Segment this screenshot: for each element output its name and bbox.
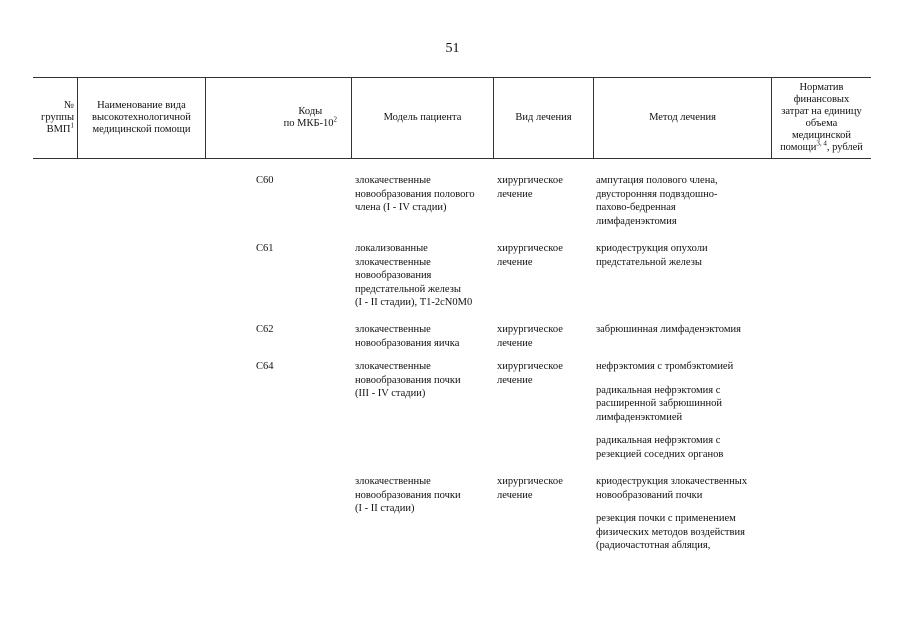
treatment-type	[497, 360, 563, 387]
treatment-method	[596, 242, 708, 269]
header-icd-codes	[206, 77, 351, 158]
header-text: высокотехнологичной	[92, 111, 191, 123]
cell-line: хирургическое	[497, 175, 563, 186]
header-group-number	[33, 77, 77, 158]
cell-line: (I - II стадии), T1-2cN0M0	[355, 297, 473, 308]
treatment-type	[497, 174, 563, 201]
cell-line: лечение	[497, 188, 533, 200]
cell-line: (радиочастотная абляция,	[596, 540, 711, 551]
header-text: №	[63, 99, 74, 111]
cell-line: хирургическое	[497, 243, 563, 254]
header-text: ВМП	[46, 123, 71, 135]
cell-line: (I - II стадии)	[355, 503, 415, 514]
cell-line: предстательной железы	[355, 283, 461, 295]
header-text: помощи	[780, 141, 817, 153]
cell-line: пахово-бедренная	[596, 202, 676, 213]
cell-line: лечение	[497, 337, 533, 349]
footnote-marker: 1	[70, 121, 74, 129]
footnote-marker: 3, 4	[816, 139, 827, 147]
treatment-method	[596, 174, 718, 228]
header-text: затрат на единицу	[781, 105, 862, 117]
cell-line: локализованные	[355, 243, 428, 254]
cell-line: новообразований почки	[596, 489, 703, 501]
cell-line: злокачественные	[355, 324, 431, 335]
patient-model	[355, 242, 472, 310]
header-treatment-method	[594, 77, 771, 158]
header-treatment-type	[494, 77, 593, 158]
header-text: объема	[805, 117, 838, 129]
header-text: Норматив	[799, 81, 844, 93]
treatment-method	[596, 323, 741, 337]
cell-line: новообразования почки	[355, 489, 461, 501]
header-bottom-border	[33, 158, 871, 159]
header-care-type-name	[78, 77, 205, 158]
cell-line: члена (I - IV стадии)	[355, 202, 447, 213]
patient-model	[355, 174, 475, 215]
cell-line: хирургическое	[497, 476, 563, 487]
header-text: медицинской помощи	[92, 123, 191, 135]
cell-line: лимфаденэктомией	[596, 411, 683, 423]
cell-line: злокачественные	[355, 256, 431, 268]
cell-line: криодеструкция опухоли	[596, 243, 708, 254]
cell-line: злокачественные	[355, 175, 431, 186]
cell-line: радикальная нефрэктомия с	[596, 435, 721, 446]
icd-code: C64	[256, 361, 274, 372]
cell-line: радикальная нефрэктомия с	[596, 384, 721, 396]
cell-line: новообразования	[355, 270, 432, 281]
cell-line: злокачественные	[355, 476, 431, 487]
cell-line: расширенной забрюшинной	[596, 398, 722, 409]
method-item	[596, 360, 733, 374]
header-text: медицинской	[791, 129, 852, 141]
icd-code: C60	[256, 175, 274, 186]
cell-line: предстательной железы	[596, 256, 702, 268]
header-text: Модель пациента	[383, 111, 462, 123]
cell-line: новообразования полового	[355, 188, 475, 200]
cell-line: забрюшинная лимфаденэктомия	[596, 324, 741, 335]
cell-line: резекцией соседних органов	[596, 448, 724, 460]
treatment-method	[596, 475, 747, 563]
method-item	[596, 434, 733, 461]
cell-line: лечение	[497, 489, 533, 501]
header-text: финансовых	[793, 93, 850, 105]
treatment-type	[497, 475, 563, 502]
cell-line: злокачественные	[355, 361, 431, 372]
cell-line: физических методов воздействия	[596, 526, 745, 538]
cell-line: ампутация полового члена,	[596, 175, 718, 186]
patient-model	[355, 475, 461, 516]
header-text: по МКБ-10	[283, 117, 334, 129]
icd-code: C62	[256, 324, 274, 335]
cell-line: двусторонняя подвздошно-	[596, 188, 718, 200]
header-text: Наименование вида	[97, 99, 186, 111]
cell-line: резекция почки с применением	[596, 513, 736, 524]
cell-line: нефрэктомия с тромбэктомией	[596, 361, 734, 372]
cell-line: лечение	[497, 256, 533, 268]
cell-line: новообразования яичка	[355, 337, 460, 349]
header-financial-norm	[772, 77, 871, 158]
header-text: Коды	[298, 105, 323, 117]
header-text: Метод лечения	[649, 111, 716, 123]
header-patient-model	[352, 77, 493, 158]
header-text: , рублей	[826, 141, 863, 153]
footnote-marker: 2	[333, 115, 337, 123]
treatment-method	[596, 360, 733, 471]
cell-line: (III - IV стадии)	[355, 388, 426, 399]
method-item	[596, 475, 747, 502]
treatment-type	[497, 323, 563, 350]
treatment-type	[497, 242, 563, 269]
cell-line: лимфаденэктомия	[596, 215, 677, 227]
cell-line: криодеструкция злокачественных	[596, 476, 748, 487]
header-text: Вид лечения	[515, 111, 572, 123]
patient-model	[355, 360, 461, 401]
method-item	[596, 512, 747, 553]
method-item	[596, 384, 733, 425]
header-text: группы	[41, 111, 74, 123]
patient-model	[355, 323, 459, 350]
cell-line: новообразования почки	[355, 374, 461, 386]
cell-line: хирургическое	[497, 361, 563, 372]
page-number: 51	[445, 41, 460, 56]
cell-line: лечение	[497, 374, 533, 386]
icd-code: C61	[256, 243, 274, 254]
cell-line: хирургическое	[497, 324, 563, 335]
